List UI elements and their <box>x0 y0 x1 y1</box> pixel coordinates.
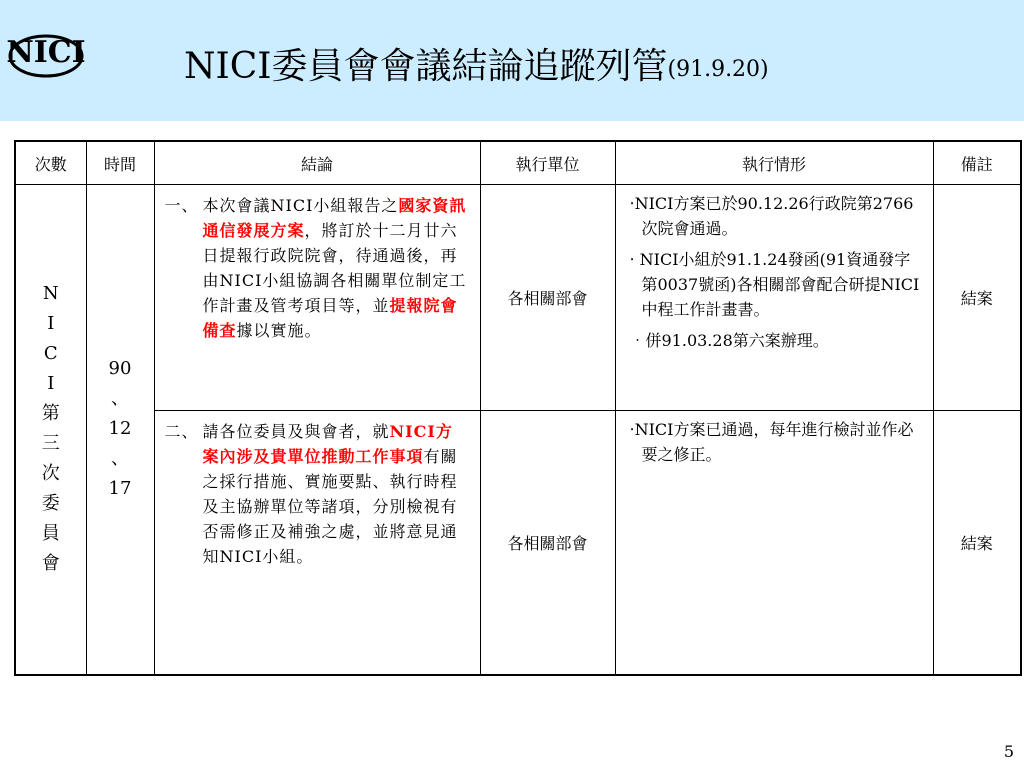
page-number: 5 <box>1003 742 1014 761</box>
highlighted-text: NICI方案內涉及貴單位推動工作事項 <box>202 422 453 466</box>
header-banner <box>0 0 1024 121</box>
column-header-status: 執行情形 <box>615 141 933 185</box>
page-title: NICI委員會會議結論追蹤列管(91.9.20) <box>184 46 769 87</box>
note-cell: 結案 <box>933 411 1021 675</box>
column-header-note: 備註 <box>933 141 1021 185</box>
resolution-tracking-table <box>14 140 1022 676</box>
status-cell <box>615 411 933 675</box>
column-header-time: 時間 <box>86 141 154 185</box>
svg-text:NICI: NICI <box>6 35 86 70</box>
unit-cell: 各相關部會 <box>480 185 615 411</box>
column-header-conclusion: 結論 <box>154 141 480 185</box>
table-row <box>15 185 1021 411</box>
highlighted-text: 提報院會備查 <box>202 296 458 340</box>
conclusion-cell: 二、 請各位委員及與會者，就NICI方案內涉及貴單位推動工作事項有關之採行措施、實施要點、執行時程及主協辦單位等諸項，分別檢視有否需修正及補強之處，並將意見通知NICI小組。 <box>154 411 480 675</box>
column-header-session: 次數 <box>15 141 86 185</box>
session-cell: N I C I 第 三 次 委 員 會 <box>15 185 86 675</box>
status-item: ‧NICI方案已於90.12.26行政院第2766次院會通過。 <box>629 194 914 238</box>
column-header-unit: 執行單位 <box>480 141 615 185</box>
title-date: (91.9.20) <box>667 57 769 82</box>
status-item: ‧NICI方案已通過，每年進行檢討並作必要之修正。 <box>629 420 914 464</box>
conclusion-cell: 一、 本次會議NICI小組報告之國家資訊通信發展方案，將訂於十二月廿六日提報行政院院會，待通過後，再由NICI小組協調各相關單位制定工作計畫及管考項目等，並提報院會備查據以實施。 <box>154 185 480 411</box>
highlighted-text: 國家資訊通信發展方案 <box>202 196 467 240</box>
status-item: ‧ NICI小組於91.1.24發函(91資通發字第0037號函)各相關部會配合研提NICI中程工作計畫書。 <box>629 250 920 319</box>
unit-cell: 各相關部會 <box>480 411 615 675</box>
table-row <box>15 411 1021 675</box>
note-cell: 結案 <box>933 185 1021 411</box>
table-header-row <box>15 141 1021 185</box>
nici-logo <box>6 18 86 82</box>
status-item: ‧併91.03.28第六案辦理。 <box>629 331 829 350</box>
status-cell <box>615 185 933 411</box>
time-cell: 90 、 12 、 17 <box>86 185 154 675</box>
